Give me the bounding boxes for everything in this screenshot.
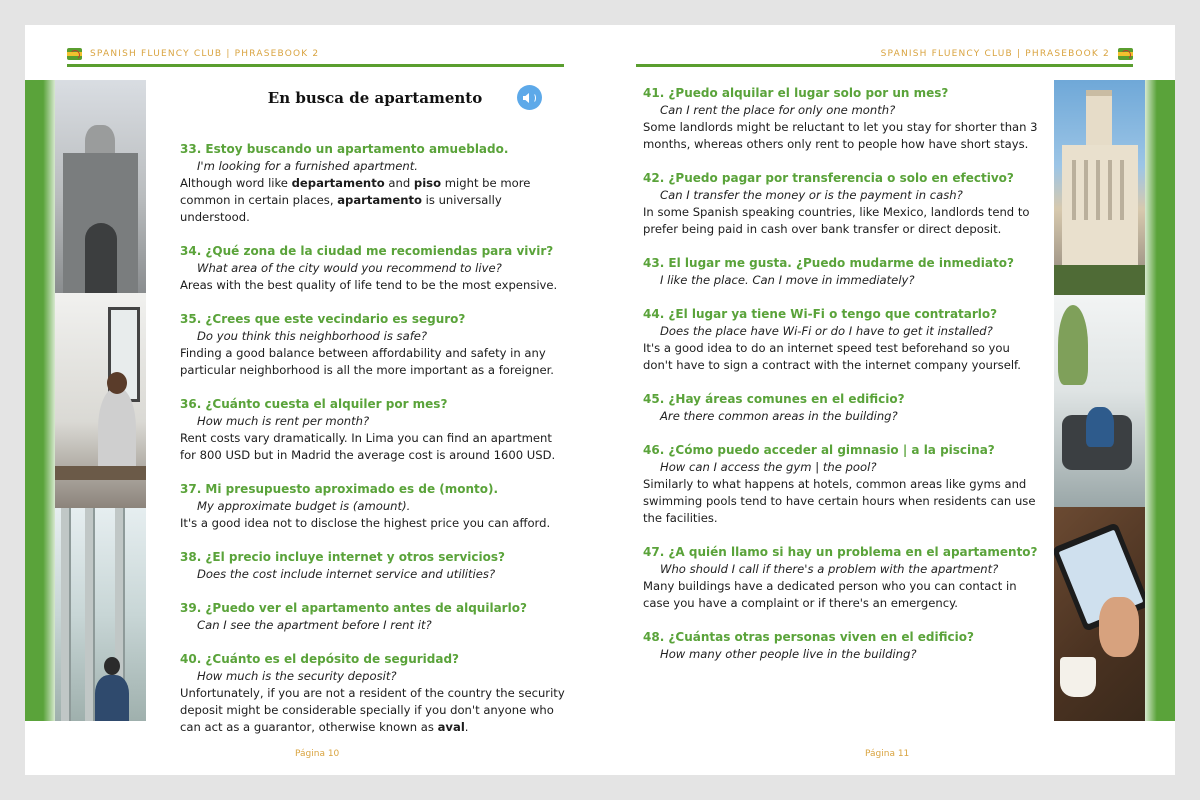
english-translation: How much is rent per month? (197, 414, 370, 428)
running-title: SPANISH FLUENCY CLUB | PHRASEBOOK 2 (90, 49, 320, 59)
usage-note: Many buildings have a dedicated person who you can contact in case you have a complaint or if there's an emergency. (643, 579, 1017, 610)
spanish-phrase: 36. ¿Cuánto cuesta el alquiler por mes? (180, 397, 448, 411)
spanish-phrase: 33. Estoy buscando un apartamento amueblado. (180, 142, 509, 156)
phrase-entry (643, 170, 1043, 238)
header-rule (636, 64, 1133, 67)
running-title: SPANISH FLUENCY CLUB | PHRASEBOOK 2 (880, 49, 1110, 59)
right-content (643, 85, 1043, 680)
photo-monument-gate (55, 80, 146, 293)
usage-note: In some Spanish speaking countries, like Mexico, landlords tend to prefer being paid in cash over bank transfer or direct deposit. (643, 205, 1030, 236)
highlighted-term: apartamento (337, 193, 422, 207)
phrase-entry (180, 549, 570, 583)
running-head-left (67, 48, 319, 60)
spanish-phrase: 40. ¿Cuánto es el depósito de seguridad? (180, 652, 459, 666)
phrase-list (643, 85, 1043, 663)
usage-note: Similarly to what happens at hotels, common areas like gyms and swimming pools tend to have certain hours when residents can use the facilities. (643, 477, 1036, 525)
section-title: En busca de apartamento (267, 89, 483, 107)
phrase-list (180, 141, 570, 736)
section-header (180, 85, 570, 111)
usage-note: It's a good idea not to disclose the highest price you can afford. (180, 516, 551, 530)
photo-tablet-coffee (1054, 507, 1145, 721)
running-head-right (881, 48, 1133, 60)
phrase-entry (180, 243, 570, 294)
photo-man-terrace (1054, 295, 1145, 507)
phrase-entry (643, 629, 1043, 663)
spanish-phrase: 35. ¿Crees que este vecindario es seguro? (180, 312, 466, 326)
spanish-phrase: 47. ¿A quién llamo si hay un problema en el apartamento? (643, 545, 1038, 559)
spanish-phrase: 42. ¿Puedo pagar por transferencia o solo en efectivo? (643, 171, 1014, 185)
english-translation: How can I access the gym | the pool? (660, 460, 877, 474)
english-translation: Do you think this neighborhood is safe? (197, 329, 428, 343)
spanish-phrase: 43. El lugar me gusta. ¿Puedo mudarme de inmediato? (643, 256, 1014, 270)
left-page (25, 25, 600, 775)
usage-note: Finding a good balance between affordability and safety in any particular neighborhood is all the more important as a foreigner. (180, 346, 554, 377)
spanish-phrase: 41. ¿Puedo alquilar el lugar solo por un mes? (643, 86, 949, 100)
spanish-phrase: 39. ¿Puedo ver el apartamento antes de alquilarlo? (180, 601, 527, 615)
english-translation: I like the place. Can I move in immediately? (660, 273, 915, 287)
english-translation: Does the cost include internet service and utilities? (197, 567, 496, 581)
highlighted-term: piso (413, 176, 442, 190)
english-translation: I'm looking for a furnished apartment. (197, 159, 418, 173)
phrase-entry (643, 544, 1043, 612)
english-translation: Can I see the apartment before I rent it? (197, 618, 432, 632)
english-translation: Can I transfer the money or is the payment in cash? (660, 188, 963, 202)
phrase-entry (180, 600, 570, 634)
spanish-flag-logo-icon (67, 48, 82, 60)
english-translation: My approximate budget is (amount). (197, 499, 411, 513)
left-content (180, 85, 570, 753)
spanish-phrase: 46. ¿Cómo puedo acceder al gimnasio | a la piscina? (643, 443, 995, 457)
english-translation: Who should I call if there's a problem with the apartment? (660, 562, 999, 576)
phrase-entry (180, 141, 570, 226)
phrase-entry (180, 311, 570, 379)
usage-note: It's a good idea to do an internet speed test beforehand so you don't have to sign a contract with the internet company yourself. (643, 341, 1021, 372)
phrase-entry (643, 306, 1043, 374)
english-translation: Does the place have Wi-Fi or do I have to get it installed? (660, 324, 993, 338)
usage-note: Although word like departamento and piso might be more common in certain places, apartamento is universally understood. (180, 176, 531, 224)
photo-modern-building (55, 508, 146, 721)
phrase-entry (643, 442, 1043, 527)
spanish-flag-logo-icon (1118, 48, 1133, 60)
right-page (600, 25, 1175, 775)
phrase-entry (180, 396, 570, 464)
spanish-phrase: 38. ¿El precio incluye internet y otros servicios? (180, 550, 505, 564)
photo-palace (1054, 80, 1145, 295)
usage-note: Areas with the best quality of life tend to be the most expensive. (180, 278, 558, 292)
english-translation: How much is the security deposit? (197, 669, 397, 683)
speaker-icon[interactable] (517, 85, 542, 110)
usage-note: Rent costs vary dramatically. In Lima you can find an apartment for 800 USD but in Madrid the average cost is around 1600 USD. (180, 431, 556, 462)
phrase-entry (643, 391, 1043, 425)
english-translation: How many other people live in the building? (660, 647, 917, 661)
photo-woman-laptop (55, 293, 146, 508)
page-number: Página 10 (295, 749, 340, 759)
phrase-entry (643, 255, 1043, 289)
phrase-entry (180, 651, 570, 736)
highlighted-term: aval (437, 720, 465, 734)
spanish-phrase: 34. ¿Qué zona de la ciudad me recomiendas para vivir? (180, 244, 554, 258)
english-translation: Are there common areas in the building? (660, 409, 898, 423)
spanish-phrase: 44. ¿El lugar ya tiene Wi-Fi o tengo que contratarlo? (643, 307, 998, 321)
phrase-entry (180, 481, 570, 532)
english-translation: Can I rent the place for only one month? (660, 103, 896, 117)
usage-note: Unfortunately, if you are not a resident of the country the security deposit might be considerable specially if you don't anyone who can act as a guarantor, otherwise known as aval. (180, 686, 565, 734)
header-rule (67, 64, 564, 67)
spanish-phrase: 48. ¿Cuántas otras personas viven en el edificio? (643, 630, 974, 644)
spanish-phrase: 45. ¿Hay áreas comunes en el edificio? (643, 392, 905, 406)
english-translation: What area of the city would you recommend to live? (197, 261, 502, 275)
page-number: Página 11 (865, 749, 910, 759)
spanish-phrase: 37. Mi presupuesto aproximado es de (monto). (180, 482, 499, 496)
highlighted-term: departamento (291, 176, 385, 190)
phrase-entry (643, 85, 1043, 153)
usage-note: Some landlords might be reluctant to let you stay for shorter than 3 months, whereas others only rent to people how have short stays. (643, 120, 1038, 151)
